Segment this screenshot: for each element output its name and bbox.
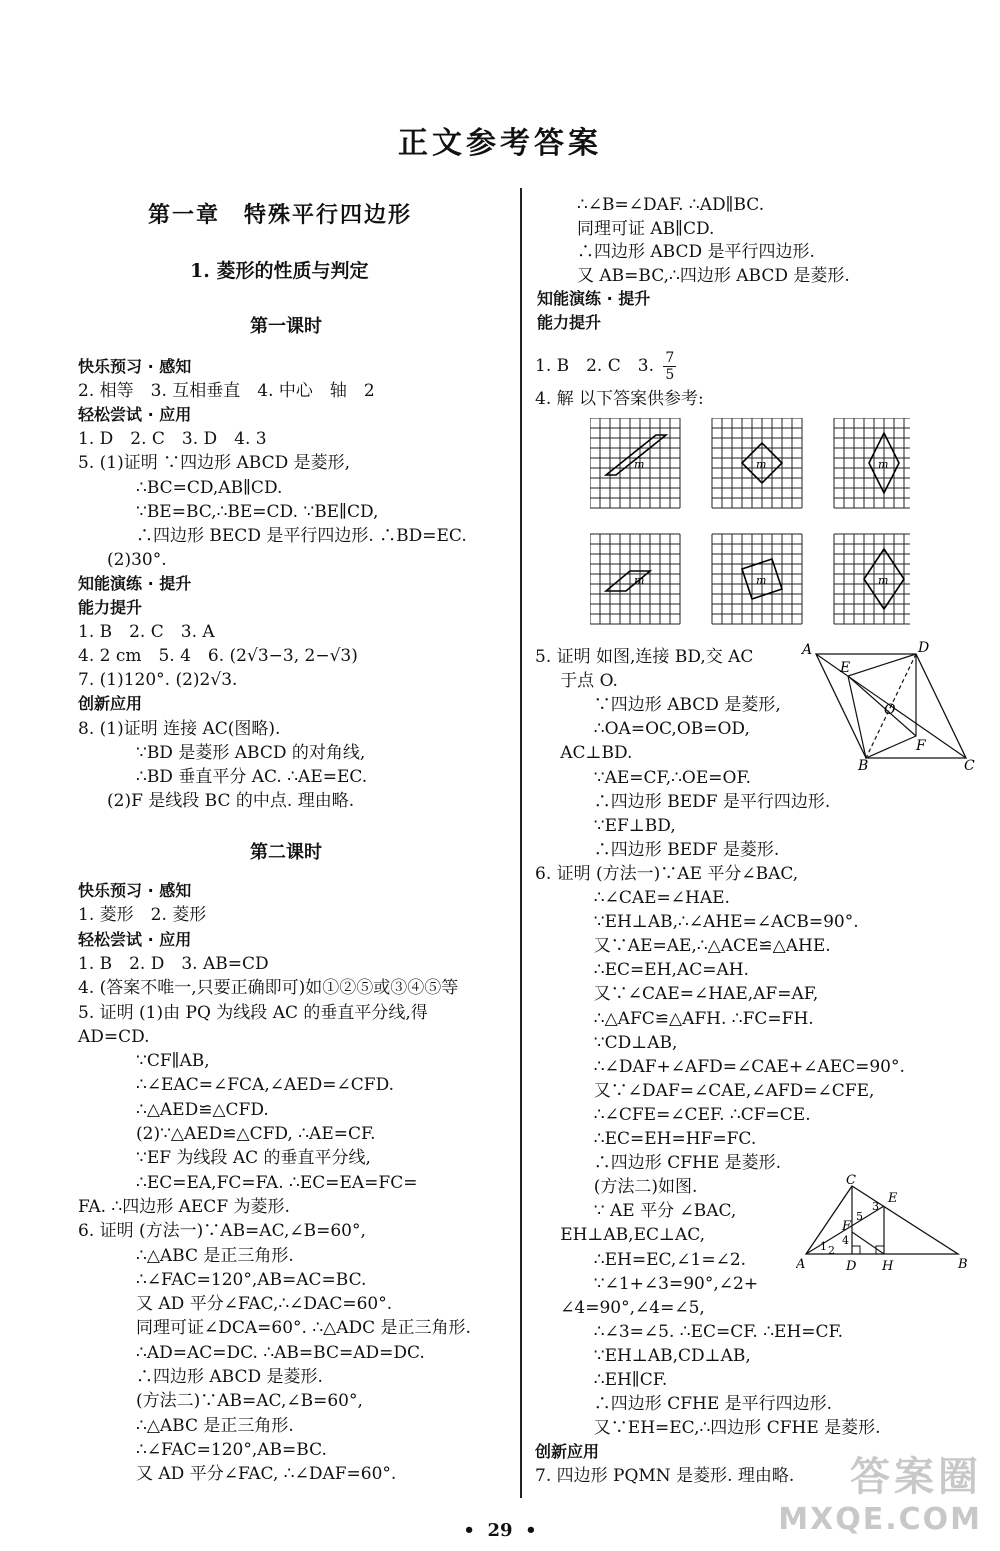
- answer-line: ∴AD=AC=DC. ∴AB=BC=AD=DC.: [136, 1342, 425, 1363]
- answer-line: ∴∠EAC=∠FCA,∠AED=∠CFD.: [136, 1075, 395, 1096]
- answer-line: ∵CF∥AB,: [136, 1051, 210, 1072]
- answer-line: ∴四边形 BEDF 是菱形.: [593, 839, 780, 860]
- subheading: 知能演练 · 提升: [78, 573, 192, 593]
- answer-line: 1. D 2. C 3. D 4. 3: [78, 429, 267, 450]
- answer-line: 8. (1)证明 连接 AC(图略).: [78, 718, 281, 739]
- fig5-label-o: O: [884, 702, 896, 718]
- fig5-label-f: F: [916, 738, 926, 754]
- answer-line: ∵EH⊥AB,CD⊥AB,: [593, 1345, 751, 1366]
- grid-figure: [834, 534, 910, 624]
- answer-line: 又 AB=BC,∴四边形 ABCD 是菱形.: [577, 265, 850, 286]
- grid-label-m: m: [634, 574, 645, 587]
- answer-line: ∵∠1+∠3=90°,∠2+: [593, 1273, 759, 1294]
- grid-label-m: m: [756, 574, 767, 587]
- answer-line: 又∵AE=AE,∴△ACE≌△AHE.: [593, 936, 831, 957]
- fraction-denominator: 5: [665, 367, 675, 383]
- fig6-label-a: A: [796, 1257, 806, 1272]
- answer-line: 7. (1)120°. (2)2√3.: [78, 670, 238, 691]
- fig5-label-e: E: [840, 660, 851, 676]
- fig5-label-b: B: [858, 758, 869, 770]
- answer-line: ∴EC=EH=HF=FC.: [593, 1129, 757, 1149]
- grid-label-m: m: [878, 574, 889, 587]
- fraction: [663, 350, 676, 383]
- answer-line: 1. B 2. C 3. A: [78, 622, 215, 643]
- fig5-label-d: D: [918, 640, 930, 656]
- fig6-angle-1: 1: [820, 1240, 827, 1253]
- answer-line: ∴OA=OC,OB=OD,: [593, 719, 750, 740]
- lesson2-title: 第二课时: [250, 842, 322, 863]
- answer-line: 同理可证 AB∥CD.: [577, 218, 715, 239]
- answer-line: 于点 O.: [560, 671, 618, 692]
- fig6-label-b: B: [958, 1257, 968, 1272]
- subheading: 知能演练 · 提升: [537, 289, 651, 308]
- lesson1-title: 第一课时: [250, 316, 322, 337]
- answer-line: 6. 证明 (方法一)∵AE 平分∠BAC,: [535, 863, 799, 884]
- watermark-text: 答案圈: [850, 1454, 982, 1500]
- answer-line: ∴四边形 CFHE 是平行四边形.: [593, 1394, 833, 1415]
- answer-line: AC⊥BD.: [560, 743, 633, 764]
- fig6-angle-3: 3: [872, 1200, 879, 1213]
- answer-line: 2. 相等 3. 互相垂直 4. 中心 轴 2: [78, 381, 375, 402]
- answer-line: ∴∠3=∠5. ∴EC=CF. ∴EH=CF.: [593, 1321, 844, 1342]
- answer-line: ∵BE=BC,∴BE=CD. ∵BE∥CD,: [136, 501, 379, 522]
- grid-figure: [834, 418, 910, 508]
- subheading: 轻松尝试 · 应用: [78, 929, 192, 949]
- answer-line: FA. ∴四边形 AECF 为菱形.: [78, 1196, 290, 1217]
- answer-line: (2)∵△AED≌△CFD, ∴AE=CF.: [136, 1124, 376, 1144]
- answer-line: 5. (1)证明 ∵四边形 ABCD 是菱形,: [78, 453, 351, 474]
- grid-label-m: m: [878, 458, 889, 471]
- q4-text: 4. 解 以下答案供参考:: [535, 389, 704, 409]
- answer-line: 7. 四边形 PQMN 是菱形. 理由略.: [535, 1466, 795, 1487]
- fig6-label-e: E: [888, 1191, 898, 1206]
- fig6-label-h: H: [882, 1259, 894, 1272]
- answer-line: ∴△AFC≌△AFH. ∴FC=FH.: [593, 1008, 814, 1029]
- figure-triangle-abc: [796, 1172, 971, 1272]
- fig5-label-c: C: [964, 758, 975, 770]
- page-title: 正文参考答案: [398, 126, 602, 161]
- q1-3-text: 1. B 2. C 3.: [535, 356, 654, 376]
- fig6-label-c: C: [846, 1173, 856, 1188]
- fig6-label-f: F: [842, 1219, 852, 1234]
- answer-line: ∵BD 是菱形 ABCD 的对角线,: [136, 742, 366, 763]
- subheading: 快乐预习 · 感知: [78, 881, 192, 900]
- answer-line: ∴△AED≌△CFD.: [136, 1099, 269, 1120]
- subheading: 能力提升: [78, 598, 143, 617]
- answer-line: ∵ AE 平分 ∠BAC,: [593, 1201, 737, 1222]
- answer-line: ∵AE=CF,∴OE=OF.: [593, 767, 751, 788]
- answer-line: 又∵∠CAE=∠HAE,AF=AF,: [593, 984, 819, 1005]
- watermark: [778, 1445, 982, 1537]
- answer-line: 6. 证明 (方法一)∵AB=AC,∠B=60°,: [78, 1221, 366, 1242]
- answer-line: ∴四边形 BECD 是平行四边形. ∴BD=EC.: [136, 525, 467, 546]
- answer-line: (2)30°.: [107, 549, 167, 570]
- answer-line: ∵EF⊥BD,: [593, 815, 676, 836]
- answer-line: ∴四边形 CFHE 是菱形.: [593, 1153, 782, 1174]
- grid-figure: [712, 534, 802, 624]
- subheading: 快乐预习 · 感知: [78, 357, 192, 376]
- column-divider: [520, 188, 522, 1498]
- subheading: 轻松尝试 · 应用: [78, 405, 192, 425]
- answer-line: 5. 证明 如图,连接 BD,交 AC: [535, 647, 754, 667]
- fig6-label-d: D: [846, 1259, 857, 1272]
- answer-line: ∴四边形 ABCD 是菱形.: [136, 1367, 323, 1387]
- answer-line: ∴△ABC 是正三角形.: [136, 1415, 294, 1436]
- answer-line: 4. 2 cm 5. 4 6. (2√3−3, 2−√3): [78, 646, 358, 667]
- answer-line: ∴∠CFE=∠CEF. ∴CF=CE.: [593, 1104, 811, 1125]
- answer-line: ∵四边形 ABCD 是菱形,: [593, 695, 781, 716]
- answer-line: 1. 菱形 2. 菱形: [78, 905, 207, 926]
- rhombus-grid-figures: [590, 418, 910, 638]
- answer-line: EH⊥AB,EC⊥AC,: [560, 1225, 706, 1246]
- page-number-value: 29: [487, 1520, 513, 1541]
- answer-line: 又 AD 平分∠FAC,∴∠DAC=60°.: [136, 1294, 393, 1315]
- answer-line: ∴∠CAE=∠HAE.: [593, 888, 730, 908]
- answer-line: ∴∠DAF+∠AFD=∠CAE+∠AEC=90°.: [593, 1056, 905, 1077]
- answer-line: 又∵∠DAF=∠CAE,∠AFD=∠CFE,: [593, 1080, 875, 1101]
- answer-line: (方法二)∵AB=AC,∠B=60°,: [136, 1391, 363, 1412]
- answer-line: ∵EH⊥AB,∴∠AHE=∠ACB=90°.: [593, 912, 859, 933]
- grid-label-m: m: [756, 458, 767, 471]
- grid-figure: [712, 418, 802, 508]
- answer-line: AD=CD.: [78, 1026, 150, 1047]
- fig6-angle-5: 5: [856, 1210, 863, 1223]
- answer-line: ∴四边形 ABCD 是平行四边形.: [577, 242, 815, 262]
- section-title: 1. 菱形的性质与判定: [190, 260, 369, 282]
- fig5-label-a: A: [802, 642, 813, 658]
- answer-line: (2)F 是线段 BC 的中点. 理由略.: [107, 790, 355, 811]
- figure-rhombus-abcd: [798, 640, 978, 770]
- answer-line: ∵EF 为线段 AC 的垂直平分线,: [136, 1148, 371, 1169]
- watermark-url: MXQE.COM: [778, 1502, 982, 1537]
- answer-line: 1. B 2. D 3. AB=CD: [78, 953, 269, 974]
- answer-line: ∴∠FAC=120°,AB=BC.: [136, 1439, 327, 1460]
- answer-line: ∴∠B=∠DAF. ∴AD∥BC.: [577, 195, 765, 215]
- answer-line: ∴EH=EC,∠1=∠2.: [593, 1249, 747, 1270]
- grid-figure: [590, 534, 680, 624]
- answer-line: ∴EC=EH,AC=AH.: [593, 960, 749, 981]
- grid-label-m: m: [634, 458, 645, 471]
- fig6-angle-4: 4: [842, 1234, 849, 1247]
- answer-line: ∴∠FAC=120°,AB=AC=BC.: [136, 1269, 367, 1290]
- page-number: • 29 •: [463, 1520, 537, 1541]
- answer-line: ∴BC=CD,AB∥CD.: [136, 477, 283, 498]
- answer-line: ∴EH∥CF.: [593, 1370, 668, 1390]
- answer-line: 4. (答案不唯一,只要正确即可)如①②⑤或③④⑤等: [78, 978, 459, 999]
- answer-line: 又∵EH=EC,∴四边形 CFHE 是菱形.: [593, 1418, 881, 1439]
- subheading: 创新应用: [535, 1442, 600, 1462]
- answer-line: ∠4=90°,∠4=∠5,: [560, 1297, 705, 1318]
- answer-line: 同理可证∠DCA=60°. ∴△ADC 是正三角形.: [136, 1318, 471, 1339]
- answer-line: ∴EC=EA,FC=FA. ∴EC=EA=FC=: [136, 1172, 418, 1193]
- answer-line: (方法二)如图.: [593, 1177, 698, 1198]
- chapter-title: 第一章 特殊平行四边形: [148, 202, 413, 228]
- q1-3-answers: [535, 350, 676, 383]
- answer-line: ∵CD⊥AB,: [593, 1032, 678, 1053]
- grid-figure: [590, 418, 680, 508]
- answer-line: 5. 证明 (1)由 PQ 为线段 AC 的垂直平分线,得: [78, 1002, 428, 1023]
- answer-line: ∴△ABC 是正三角形.: [136, 1245, 294, 1266]
- subheading: 创新应用: [78, 694, 143, 714]
- subheading: 能力提升: [537, 312, 602, 332]
- answer-line: ∴BD 垂直平分 AC. ∴AE=EC.: [136, 766, 368, 787]
- fraction-numerator: 7: [665, 350, 675, 366]
- answer-line: 又 AD 平分∠FAC, ∴∠DAF=60°.: [136, 1464, 397, 1485]
- fig6-angle-2: 2: [828, 1244, 835, 1257]
- answer-line: ∴四边形 BEDF 是平行四边形.: [593, 791, 831, 812]
